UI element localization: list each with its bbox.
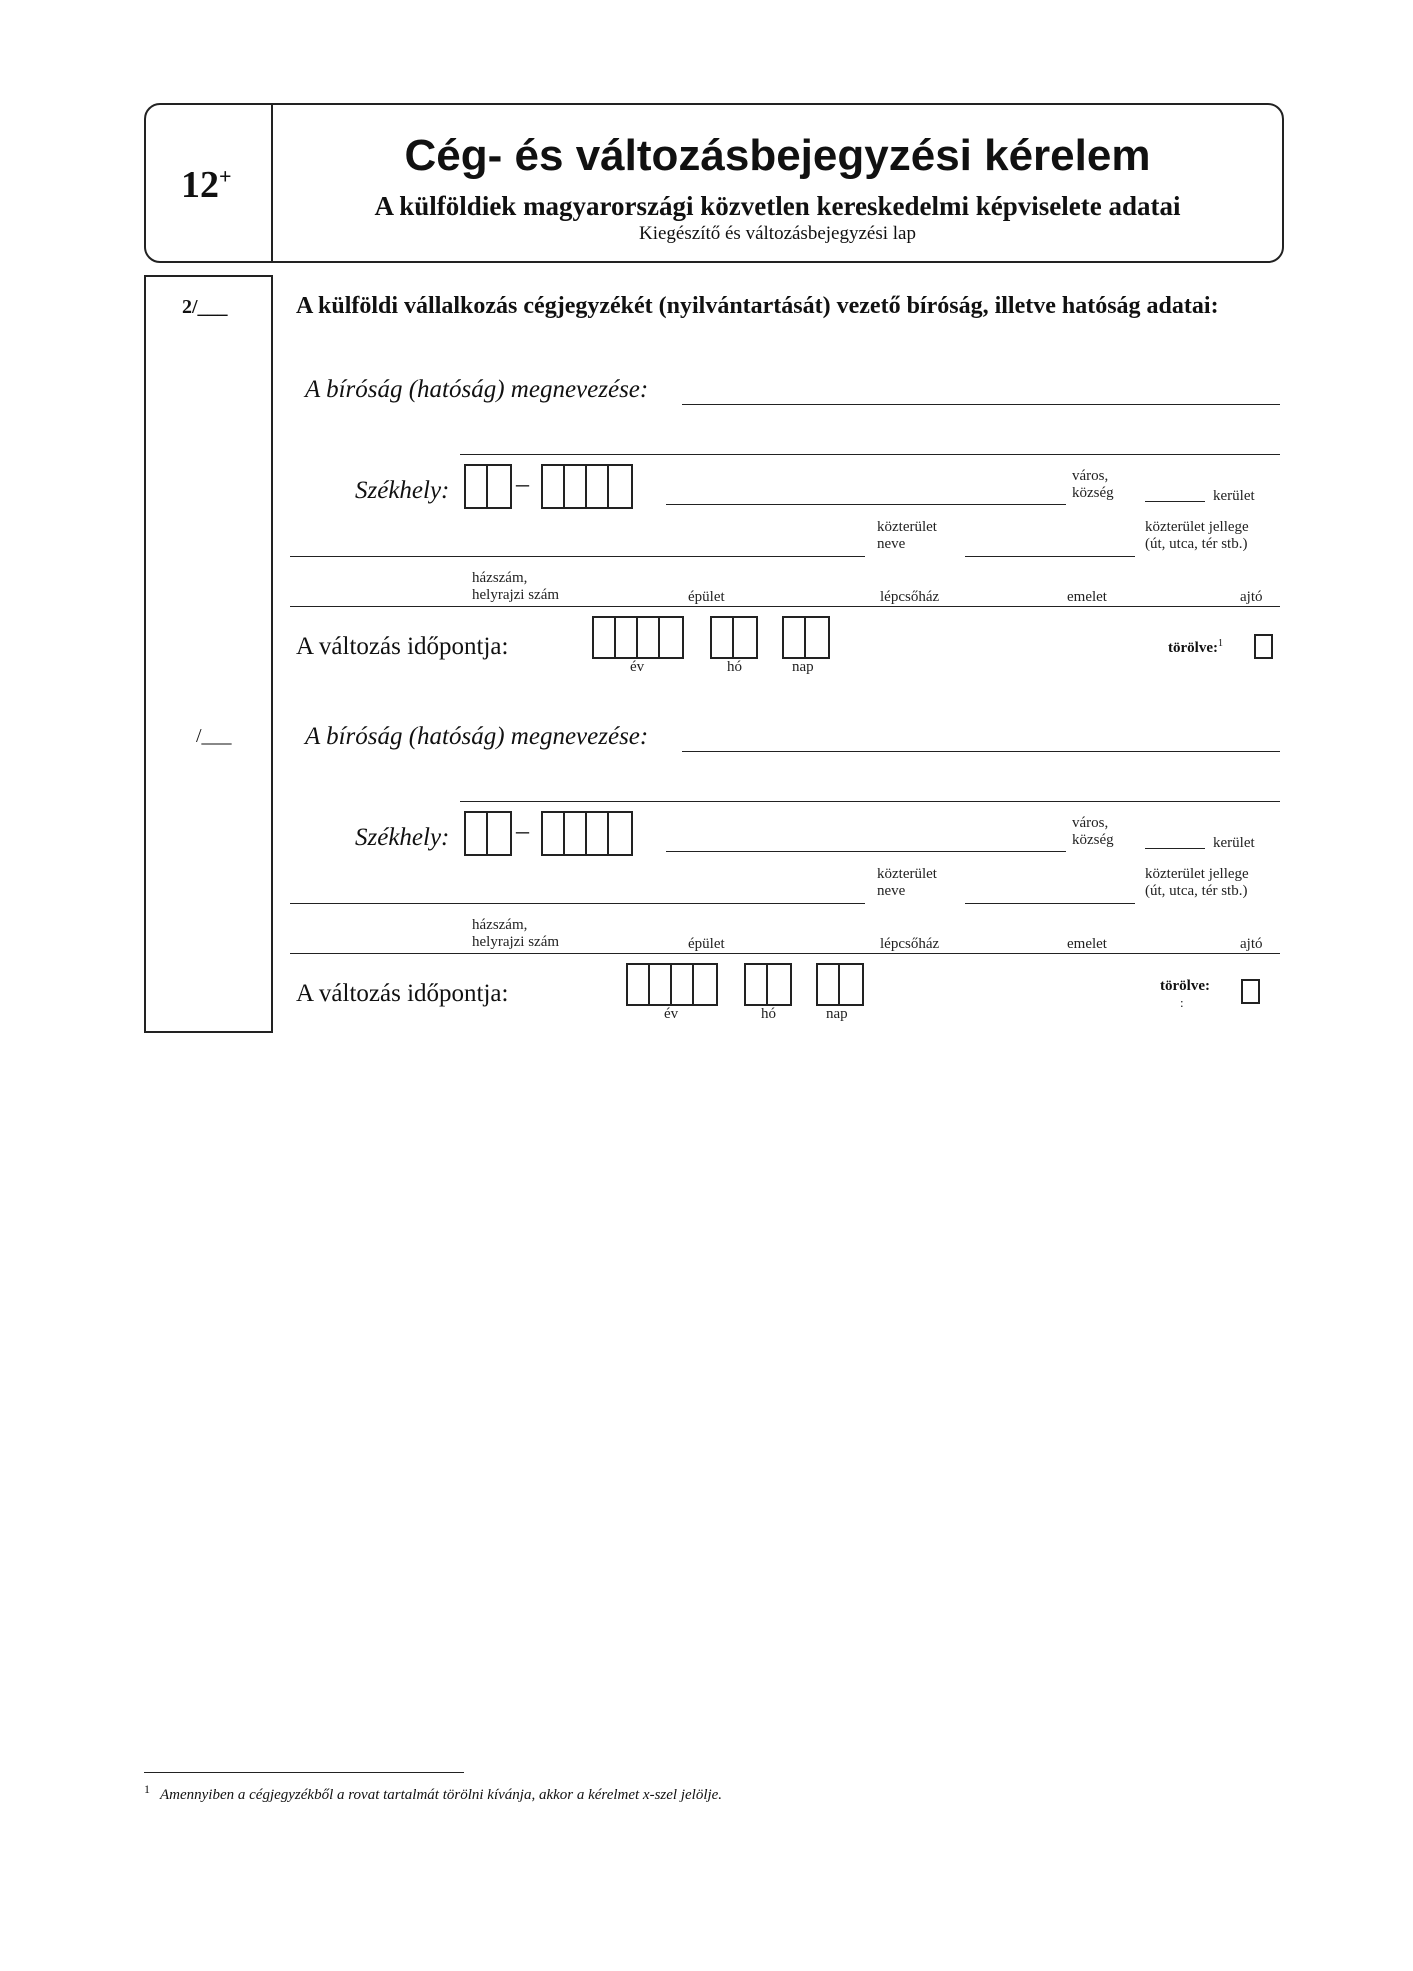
deleted-label-text: törölve:: [1160, 978, 1210, 994]
form-number-box: [144, 103, 273, 263]
district-field[interactable]: [1145, 501, 1205, 502]
street-type-label-1: közterület jellege: [1145, 519, 1249, 535]
form-number: [181, 163, 232, 207]
house-number-label: [472, 917, 559, 951]
city-field[interactable]: [666, 851, 1066, 852]
district-label: kerület: [1213, 488, 1255, 504]
month-label: hó: [727, 659, 742, 675]
court-name-field[interactable]: [682, 404, 1280, 405]
day-label: nap: [826, 1006, 848, 1022]
title-box: [271, 103, 1284, 263]
footnote-text: Amennyiben a cégjegyzékből a rovat tartalmát törölni kívánja, akkor a kérelmet x-szel jelölje.: [160, 1787, 723, 1803]
change-month-input[interactable]: [744, 963, 792, 1006]
footnote-rule: [144, 1772, 464, 1773]
row-number: 2/___: [182, 296, 228, 318]
postal-code-part2[interactable]: [541, 811, 633, 856]
postal-code-part1[interactable]: [464, 464, 512, 509]
court-name-field-line2[interactable]: [460, 454, 1280, 455]
street-name-label-1: közterület: [877, 519, 937, 535]
footnote-marker: 1: [144, 1782, 150, 1796]
street-name-label: [877, 866, 937, 900]
court-name-label: A bíróság (hatóság) megnevezése:: [305, 723, 649, 750]
building-label: épület: [688, 936, 725, 952]
street-type-field[interactable]: [965, 903, 1135, 904]
postal-dash: –: [516, 816, 529, 845]
door-label: ajtó: [1240, 936, 1263, 952]
postal-code-part2[interactable]: [541, 464, 633, 509]
city-label: [1072, 815, 1114, 849]
deleted-label: [1160, 978, 1210, 995]
form-subtitle: A külföldiek magyarországi közvetlen kereskedelmi képviselete adatai: [374, 191, 1181, 221]
house-details-field[interactable]: [290, 953, 1280, 954]
form-title: Cég- és változásbejegyzési kérelem: [404, 131, 1151, 180]
city-label: [1072, 468, 1114, 502]
floor-label: emelet: [1067, 589, 1107, 605]
staircase-label: lépcsőház: [880, 936, 940, 952]
street-type-label-2: (út, utca, tér stb.): [1145, 536, 1248, 552]
seat-label: Székhely:: [355, 824, 450, 851]
house-label-1: házszám,: [472, 570, 528, 586]
street-type-label-1: közterület jellege: [1145, 866, 1249, 882]
section-heading: A külföldi vállalkozás cégjegyzékét (nyilvántartását) vezető bíróság, illetve hatóság adatai:: [296, 293, 1219, 319]
change-day-input[interactable]: [816, 963, 864, 1006]
change-date-label: A változás időpontja:: [296, 980, 509, 1007]
year-label: év: [630, 659, 645, 675]
door-label: ajtó: [1240, 589, 1263, 605]
floor-label: emelet: [1067, 936, 1107, 952]
building-label: épület: [688, 589, 725, 605]
deleted-label-text: törölve:: [1168, 640, 1218, 656]
change-year-input[interactable]: [592, 616, 684, 659]
day-label: nap: [792, 659, 814, 675]
deleted-checkbox[interactable]: [1254, 634, 1273, 659]
city-label-2: község: [1072, 832, 1114, 848]
postal-dash: –: [516, 469, 529, 498]
city-label-1: város,: [1072, 468, 1109, 484]
change-year-input[interactable]: [626, 963, 718, 1006]
district-label: kerület: [1213, 835, 1255, 851]
street-name-label-2: neve: [877, 883, 906, 899]
district-field[interactable]: [1145, 848, 1205, 849]
house-number-label: [472, 570, 559, 604]
year-label: év: [664, 1006, 679, 1022]
deleted-label: [1168, 638, 1223, 657]
staircase-label: lépcsőház: [880, 589, 940, 605]
house-label-2: helyrajzi szám: [472, 587, 560, 603]
month-label: hó: [761, 1006, 776, 1022]
row-number-column: [144, 275, 273, 1033]
city-label-1: város,: [1072, 815, 1109, 831]
sheet-label: Kiegészítő és változásbejegyzési lap: [639, 223, 916, 244]
street-name-label-1: közterület: [877, 866, 937, 882]
change-day-input[interactable]: [782, 616, 830, 659]
house-details-field[interactable]: [290, 606, 1280, 607]
postal-code-part1[interactable]: [464, 811, 512, 856]
court-name-field[interactable]: [682, 751, 1280, 752]
house-label-1: házszám,: [472, 917, 528, 933]
form-number-sup: +: [219, 163, 232, 189]
row-number: /___: [196, 725, 232, 747]
change-month-input[interactable]: [710, 616, 758, 659]
street-name-label-2: neve: [877, 536, 906, 552]
deleted-footnote-ref: :: [1180, 995, 1184, 1010]
street-name-field[interactable]: [290, 903, 865, 904]
form-number-text: 12: [181, 164, 219, 206]
court-name-label: A bíróság (hatóság) megnevezése:: [305, 376, 649, 403]
city-field[interactable]: [666, 504, 1066, 505]
change-date-label: A változás időpontja:: [296, 633, 509, 660]
court-name-field-line2[interactable]: [460, 801, 1280, 802]
street-name-label: [877, 519, 937, 553]
seat-label: Székhely:: [355, 477, 450, 504]
city-label-2: község: [1072, 485, 1114, 501]
deleted-footnote-ref: 1: [1217, 638, 1223, 649]
deleted-checkbox[interactable]: [1241, 979, 1260, 1004]
street-type-label: [1145, 519, 1249, 553]
street-type-label-2: (út, utca, tér stb.): [1145, 883, 1248, 899]
street-name-field[interactable]: [290, 556, 865, 557]
street-type-field[interactable]: [965, 556, 1135, 557]
street-type-label: [1145, 866, 1249, 900]
house-label-2: helyrajzi szám: [472, 934, 560, 950]
